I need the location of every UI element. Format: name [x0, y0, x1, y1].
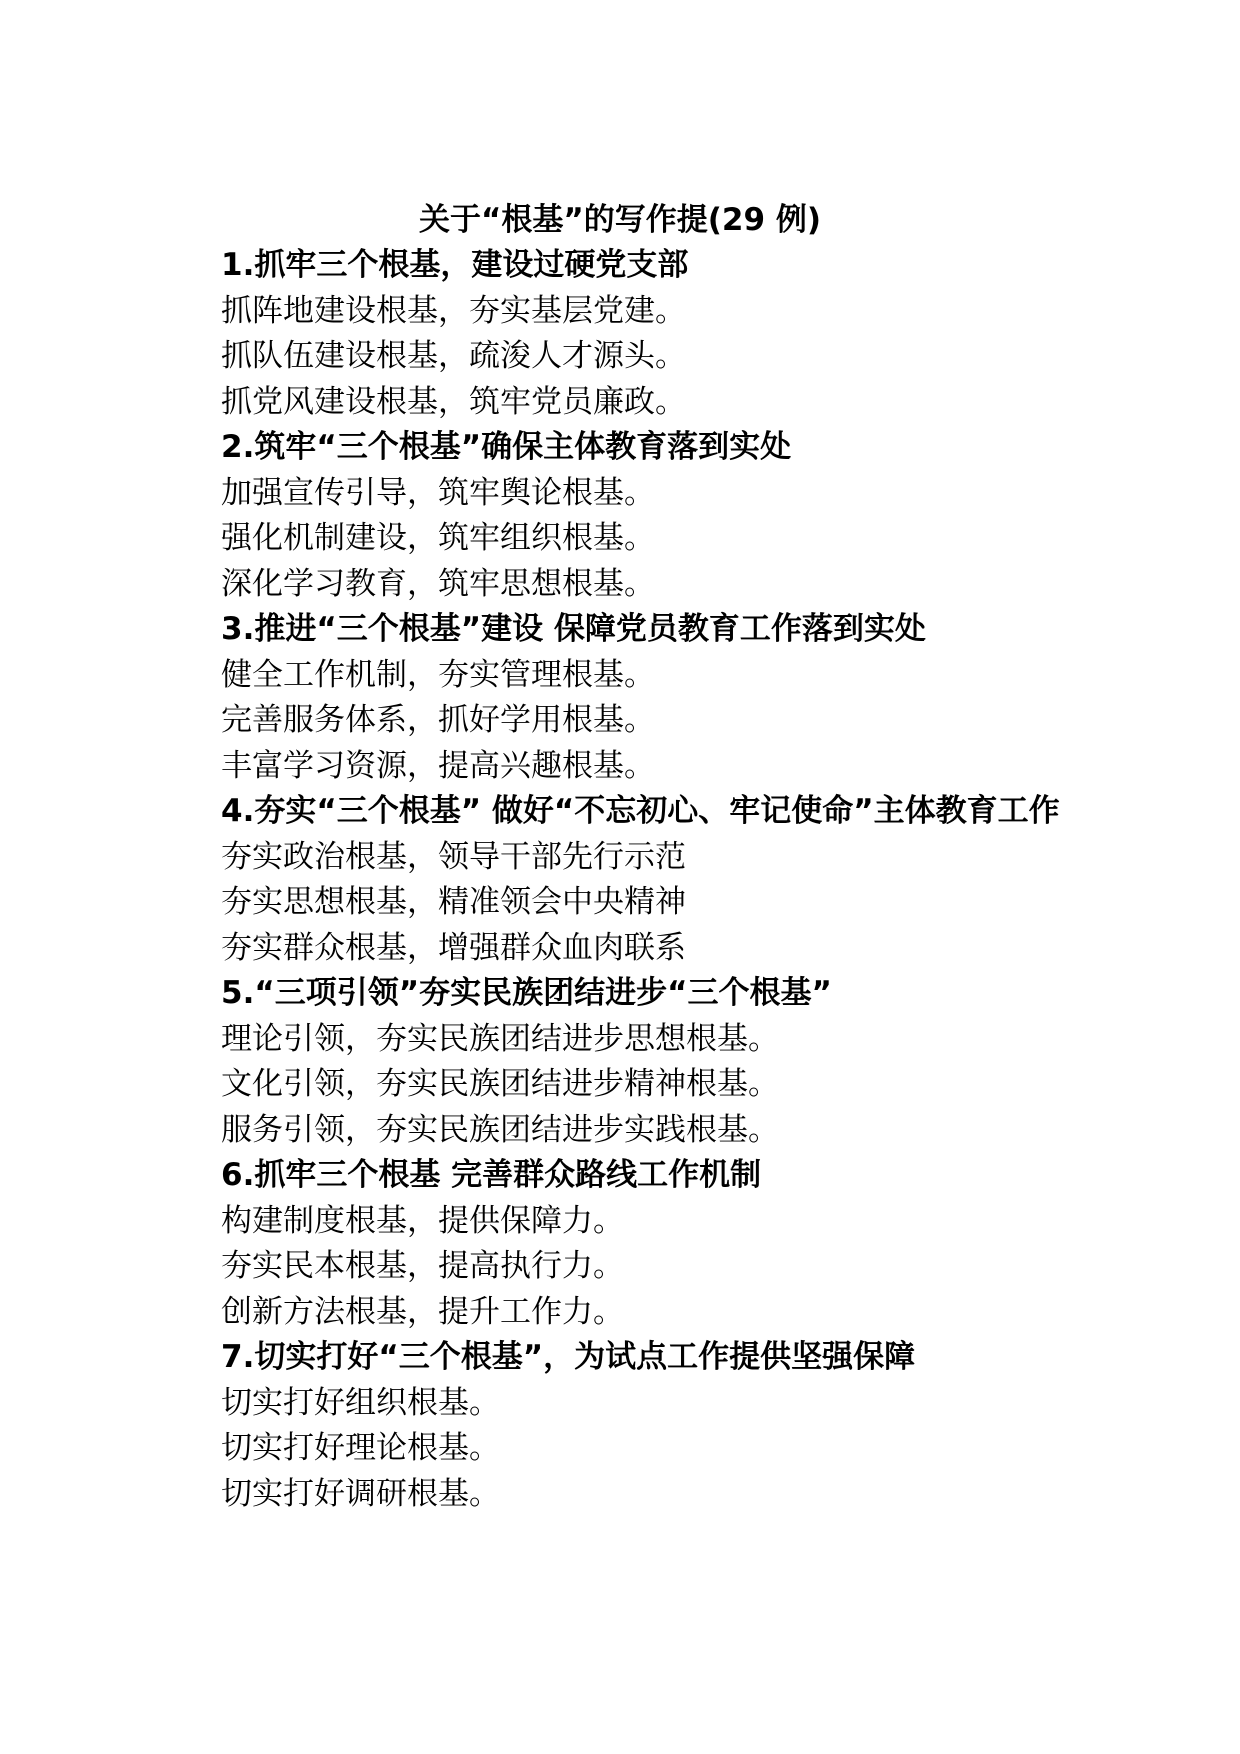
section-item: 抓阵地建设根基，夯实基层党建。 — [221, 292, 686, 329]
section-item: 抓党风建设根基，筑牢党员廉政。 — [221, 383, 686, 420]
section-item: 健全工作机制，夯实管理根基。 — [221, 656, 655, 693]
section-5 — [155, 971, 1085, 1153]
section-item: 服务引领，夯实民族团结进步实践根基。 — [221, 1111, 779, 1148]
document-body — [155, 243, 1085, 1517]
document-title: 关于“根基”的写作提(29 例) — [418, 202, 821, 238]
section-2 — [155, 425, 1085, 607]
section-item: 切实打好组织根基。 — [221, 1384, 500, 1421]
section-item: 加强宣传引导，筑牢舆论根基。 — [221, 474, 655, 511]
section-item: 构建制度根基，提供保障力。 — [221, 1202, 624, 1239]
section-heading: 3.推进“三个根基”建设 保障党员教育工作落到实处 — [221, 611, 926, 647]
section-heading: 4.夯实“三个根基” 做好“不忘初心、牢记使命”主体教育工作 — [221, 793, 1060, 829]
section-item: 夯实政治根基，领导干部先行示范 — [221, 838, 686, 875]
section-item: 切实打好理论根基。 — [221, 1430, 500, 1466]
section-item: 强化机制建设，筑牢组织根基。 — [221, 520, 655, 556]
section-heading: 1.抓牢三个根基，建设过硬党支部 — [221, 247, 689, 283]
section-item: 夯实民本根基，提高执行力。 — [221, 1248, 624, 1284]
section-item: 切实打好调研根基。 — [221, 1475, 500, 1512]
section-item: 深化学习教育，筑牢思想根基。 — [221, 565, 655, 602]
section-item: 理论引领，夯实民族团结进步思想根基。 — [221, 1020, 779, 1057]
section-heading: 7.切实打好“三个根基”，为试点工作提供坚强保障 — [221, 1339, 916, 1375]
section-item: 夯实群众根基，增强群众血肉联系 — [221, 929, 686, 966]
section-4 — [155, 789, 1085, 971]
section-item: 抓队伍建设根基，疏浚人才源头。 — [221, 338, 686, 374]
section-heading: 5.“三项引领”夯实民族团结进步“三个根基” — [221, 975, 832, 1011]
section-item: 创新方法根基，提升工作力。 — [221, 1293, 624, 1330]
section-item: 文化引领，夯实民族团结进步精神根基。 — [221, 1066, 779, 1102]
section-3 — [155, 607, 1085, 789]
section-7 — [155, 1335, 1085, 1517]
section-6 — [155, 1153, 1085, 1335]
section-heading: 2.筑牢“三个根基”确保主体教育落到实处 — [221, 429, 792, 465]
section-item: 丰富学习资源，提高兴趣根基。 — [221, 747, 655, 784]
section-item: 完善服务体系，抓好学用根基。 — [221, 702, 655, 738]
section-1 — [155, 243, 1085, 425]
section-item: 夯实思想根基，精准领会中央精神 — [221, 884, 686, 920]
section-heading: 6.抓牢三个根基 完善群众路线工作机制 — [221, 1157, 762, 1193]
